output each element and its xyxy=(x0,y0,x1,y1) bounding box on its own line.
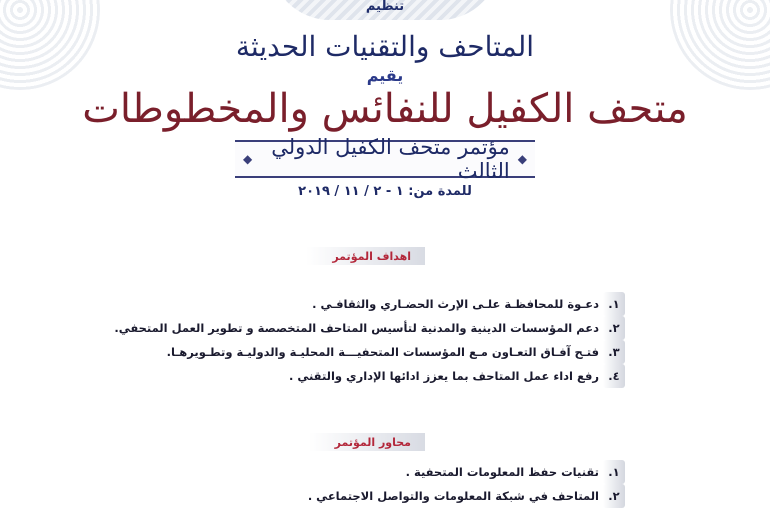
subtitle-calligraphy: المتاحف والتقنيات الحديثة xyxy=(235,30,535,63)
axis-text: المتاحف في شبكة المعلومات والتواصل الاجتماعي . xyxy=(307,489,599,503)
goal-item xyxy=(114,340,625,364)
axis-number: ١. xyxy=(603,460,625,484)
goals-heading xyxy=(306,247,425,265)
top-medallion xyxy=(270,0,500,20)
goal-text: فتـح آفـاق التعـاون مـع المؤسسات المتحفيـــة المحليـة والدوليـة وتطـويرهـا. xyxy=(166,345,599,359)
conference-name: ◆ مؤتمر متحف الكفيل الدولي الثالث xyxy=(271,135,510,183)
goal-item xyxy=(114,292,625,316)
goal-number: ٤. xyxy=(603,364,625,388)
goals-list xyxy=(114,292,625,388)
axis-item xyxy=(308,460,625,484)
goal-number: ٣. xyxy=(603,340,625,364)
axis-item xyxy=(308,484,625,508)
goal-item xyxy=(114,316,625,340)
goal-text: دعم المؤسسات الدينية والمدنية لتأسيس المتاحف المتخصصة و تطوير العمل المتحفي. xyxy=(114,321,599,335)
museum-title: متحف الكفيل للنفائس والمخطوطات xyxy=(82,86,688,132)
axes-heading xyxy=(309,433,425,451)
axis-number: ٢. xyxy=(603,484,625,508)
axes-heading-label: محاور المؤتمر xyxy=(334,435,411,449)
axes-list xyxy=(308,460,625,508)
goal-text: رفع اداء عمل المتاحف بما يعزز ادائها الإداري والتقني . xyxy=(288,369,599,383)
goal-number: ٢. xyxy=(603,316,625,340)
goal-number: ١. xyxy=(603,292,625,316)
conference-banner xyxy=(235,135,535,183)
goals-heading-label: اهداف المؤتمر xyxy=(332,249,411,263)
axis-text: تقنيات حفظ المعلومات المتحفية . xyxy=(405,465,599,479)
host-verb: يقيم xyxy=(366,66,404,85)
goal-item xyxy=(114,364,625,388)
goal-text: دعـوة للمحافظـة علـى الإرث الحضـاري والثقافـي . xyxy=(312,297,599,311)
conference-period: للمدة من: ١ - ٢ / ١١ / ٢٠١٩ xyxy=(298,184,472,199)
top-label: تنظيم xyxy=(365,0,405,14)
